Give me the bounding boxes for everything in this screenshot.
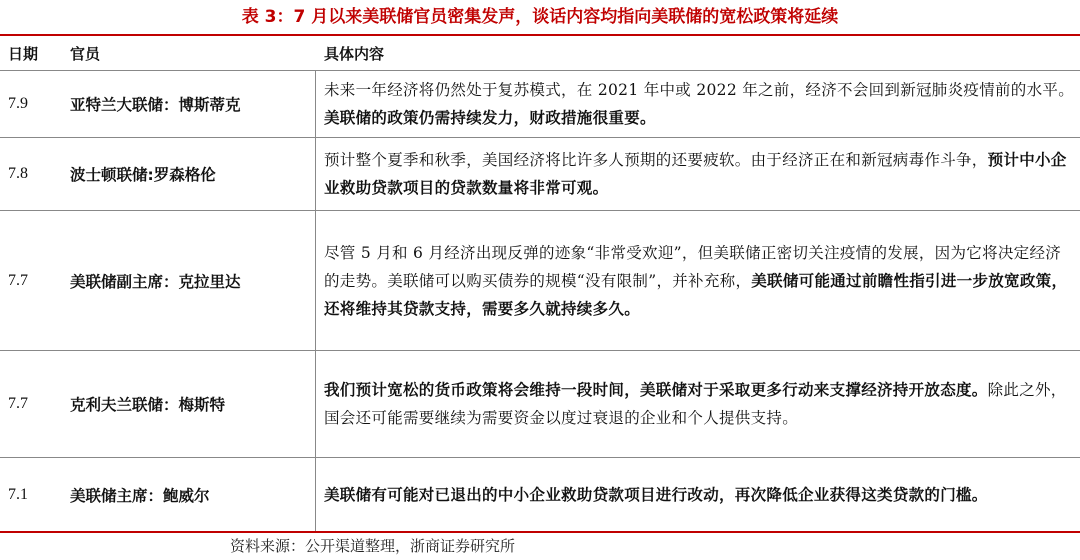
content-text: 未来一年经济将仍然处于复苏模式，在 2021 年中或 2022 年之前，经济不会回到新冠肺炎疫情前的水平。: [324, 81, 1075, 99]
table-row: [0, 351, 1080, 458]
row-date: 7.7: [8, 271, 28, 289]
row-date: 7.8: [8, 165, 28, 182]
row-official: 美联储副主席：克拉里达: [62, 211, 316, 350]
emphasis-text: 美联储的政策仍需持续发力，财政措施很重要。: [324, 108, 656, 127]
table-row: [0, 71, 1080, 138]
row-content: [316, 138, 1080, 210]
row-official: 克利夫兰联储：梅斯特: [62, 351, 316, 457]
content-text: 尽管 5 月和 6 月经济出现反弹的迹象“非常受欢迎”，但美联储正密切关注疫情的发展，因为它将决定经济的走势。美联储可以购买债券的规模“没有限制”，并补充称，: [324, 243, 1062, 290]
row-date: 7.7: [8, 395, 28, 412]
header-official: 官员: [70, 44, 101, 63]
emphasis-text: 美联储有可能对已退出的中小企业救助贷款项目进行改动，再次降低企业获得这类贷款的门槛。: [324, 484, 988, 504]
emphasis-text: 我们预计宽松的货币政策将会维持一段时间，美联储对于采取更多行动来支撑经济持开放态度。: [324, 380, 988, 399]
source-note: 资料来源：公开渠道整理，浙商证券研究所: [230, 537, 516, 555]
row-date: 7.1: [8, 485, 28, 503]
content-text: 除此之外，国会还可能需要继续为需要资金以度过衰退的企业和个人提供支持。: [324, 381, 1067, 427]
row-content: [316, 211, 1080, 350]
row-official: 波士顿联储:罗森格伦: [62, 138, 316, 210]
table-row: [0, 138, 1080, 211]
row-date: 7.9: [8, 95, 28, 112]
table-row: [0, 211, 1080, 351]
header-date: 日期: [8, 44, 39, 63]
header-content: 具体内容: [324, 44, 385, 63]
row-official: 美联储主席：鲍威尔: [62, 458, 316, 531]
emphasis-text: 美联储可能通过前瞻性指引进一步放宽政策，还将维持其贷款支持，需要多久就持续多久。: [324, 270, 1068, 318]
content-text: 预计整个夏季和秋季，美国经济将比许多人预期的还要疲软。由于经济正在和新冠病毒作斗争，: [324, 151, 988, 169]
row-content: [316, 71, 1080, 137]
row-official: 亚特兰大联储：博斯蒂克: [62, 71, 316, 137]
table-title: 表 3：7 月以来美联储官员密集发声，谈话内容均指向美联储的宽松政策将延续: [241, 7, 839, 27]
row-content: [316, 351, 1080, 457]
row-content: [316, 458, 1080, 531]
table-header-row: [0, 36, 1080, 71]
emphasis-text: 预计中小企业救助贷款项目的贷款数量将非常可观。: [324, 150, 1067, 197]
table-row: [0, 458, 1080, 533]
officials-table: [0, 34, 1080, 533]
